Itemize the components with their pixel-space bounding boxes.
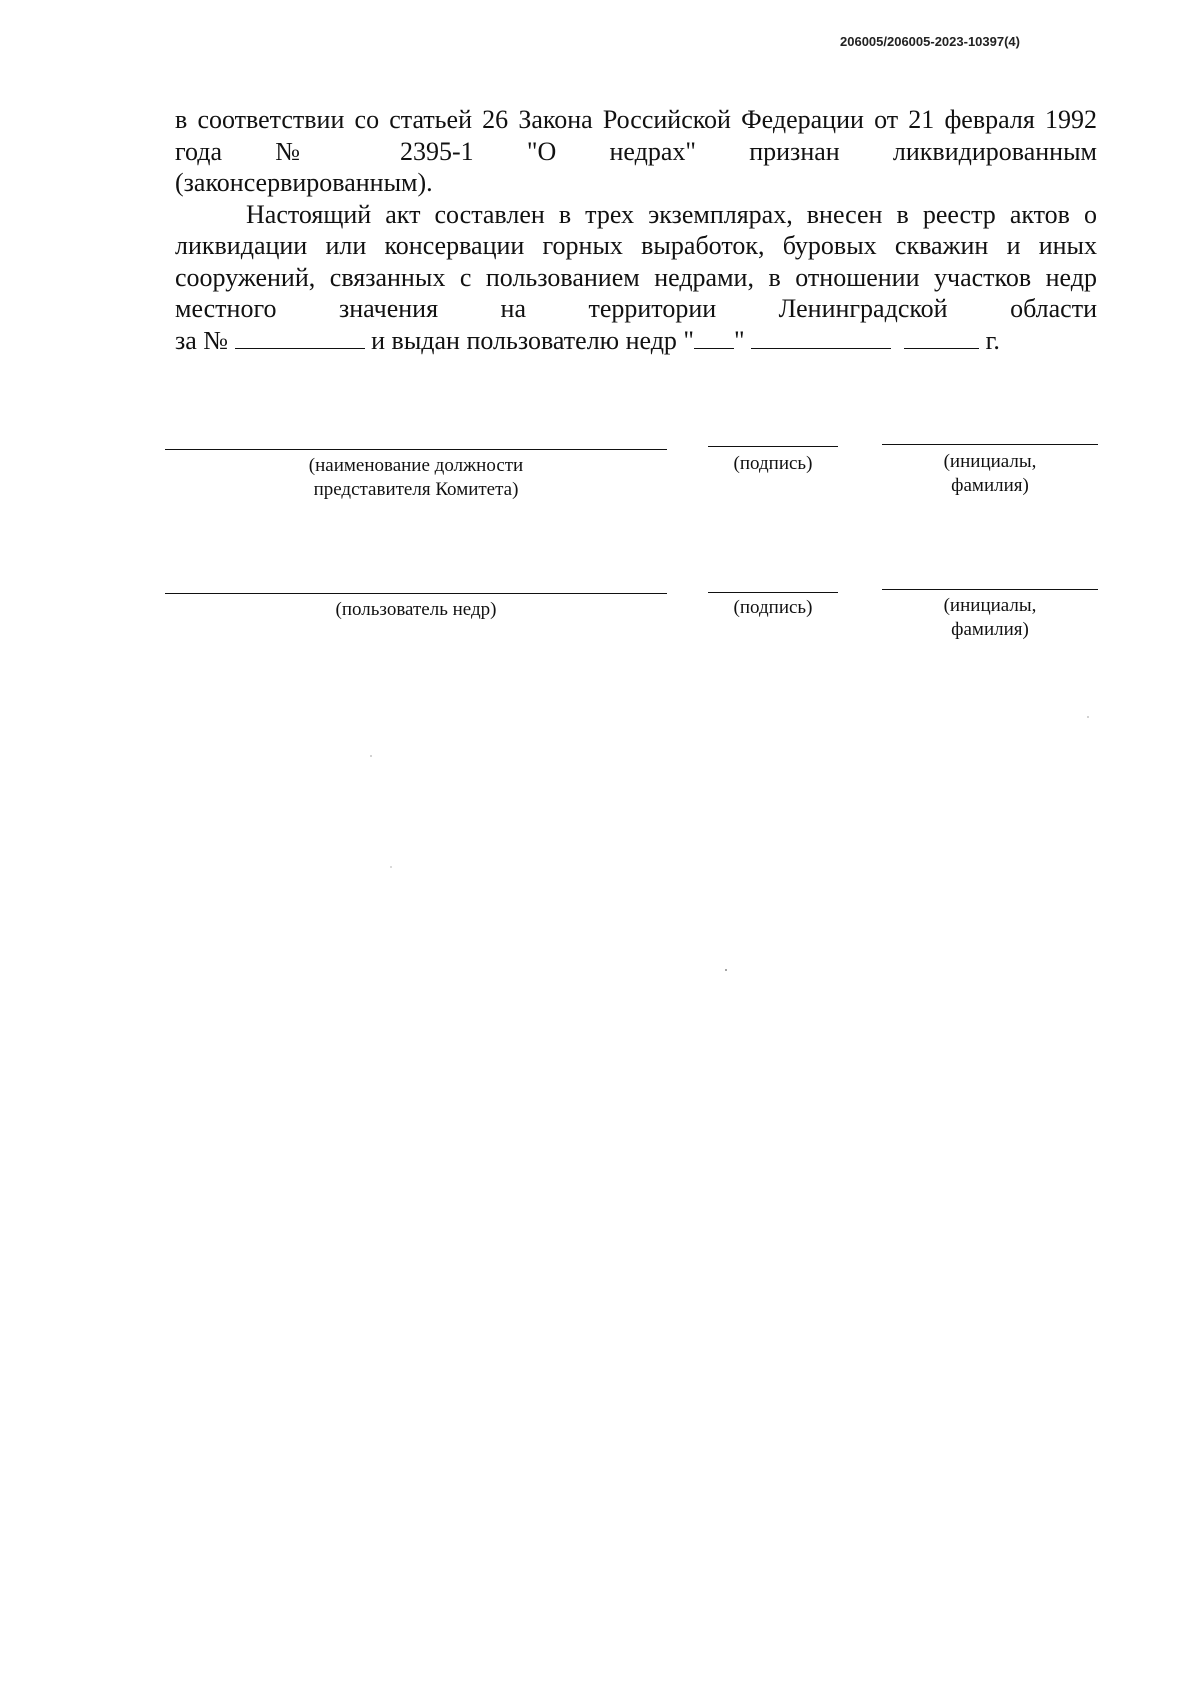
registry-number-line [175, 325, 1097, 357]
issued-text: и выдан пользователю недр " [371, 325, 695, 355]
document-body [175, 104, 1097, 356]
document-id: 206005/206005-2023-10397(4) [840, 34, 1020, 49]
paragraph-legal-basis-end: (законсервированным). [175, 168, 433, 197]
committee-position-caption: (наименование должности представителя Комитета) [308, 455, 524, 500]
user-name-caption: (инициалы, фамилия) [943, 595, 1037, 640]
year-suffix: г. [985, 325, 1000, 355]
date-day-blank[interactable] [694, 347, 734, 349]
user-signature-caption: (подпись) [733, 597, 813, 618]
user-position-line[interactable] [165, 593, 667, 594]
paragraph-legal-basis: в соответствии со статьей 26 Закона Российской Федерации от 21 февраля 1992 года № 2395-1 "О недрах" признан ликвидированным [175, 105, 1097, 166]
committee-position-line[interactable] [165, 449, 667, 450]
committee-name-caption: (инициалы, фамилия) [943, 451, 1037, 496]
user-name-line[interactable] [882, 589, 1098, 590]
scan-speck [1087, 716, 1089, 718]
scan-speck [370, 755, 372, 757]
user-signature-line[interactable] [708, 592, 838, 593]
registry-number-prefix: за № [175, 325, 229, 355]
committee-signature-caption: (подпись) [733, 453, 813, 474]
user-position-caption: (пользователь недр) [335, 599, 497, 620]
registry-number-blank[interactable] [235, 347, 365, 349]
date-month-blank[interactable] [751, 347, 891, 349]
paragraph-registry: Настоящий акт составлен в трех экземплярах, внесен в реестр актов о ликвидации или консервации горных выработок, буровых скважин и иных сооружений, связанных с пользованием недрами, в отношении участков недр местного значения на территории Ленинградской области [175, 199, 1097, 323]
committee-signature-line[interactable] [708, 446, 838, 447]
scan-speck [390, 866, 392, 868]
committee-name-line[interactable] [882, 444, 1098, 445]
quote-close: " [734, 325, 745, 355]
date-year-blank[interactable] [904, 347, 979, 349]
scan-speck [725, 969, 727, 971]
